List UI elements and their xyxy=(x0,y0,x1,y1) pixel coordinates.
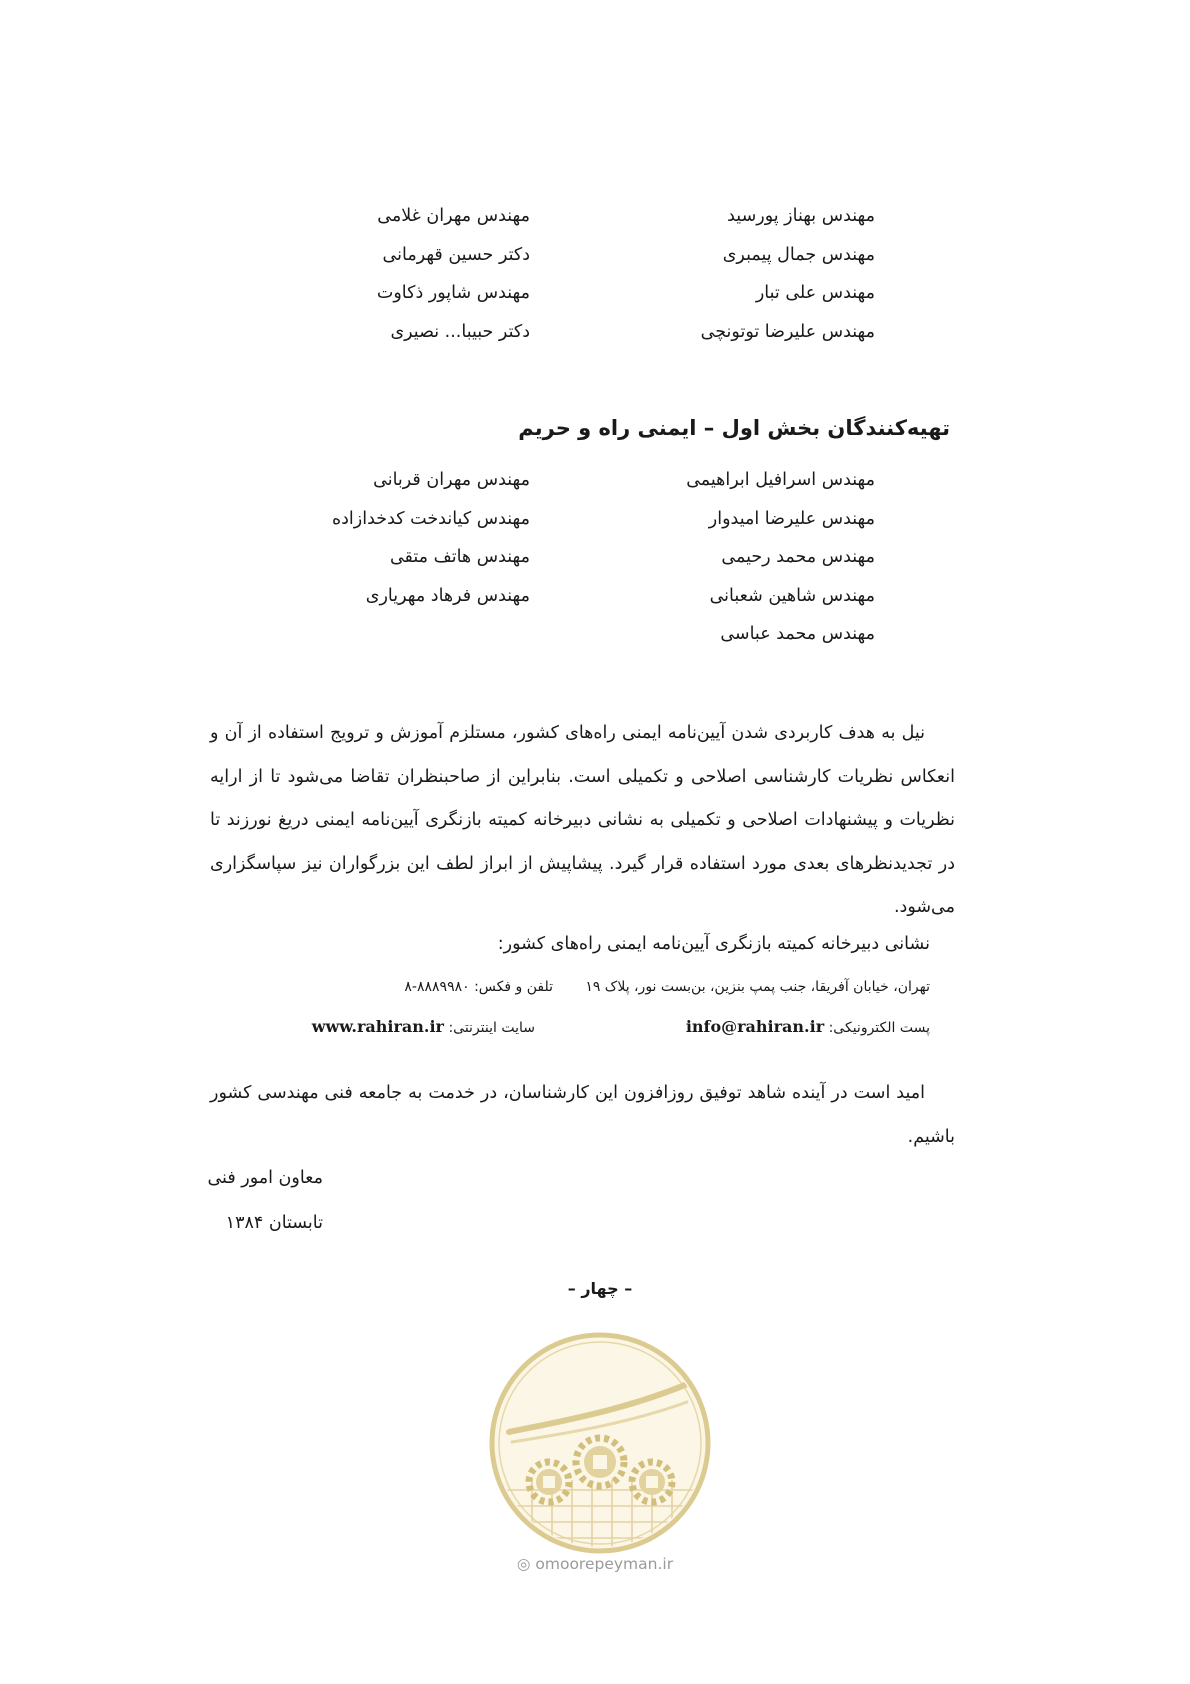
page-number: – چهار – xyxy=(567,1279,633,1298)
reviewer-name: مهندس مهران غلامی xyxy=(377,206,530,226)
intro-paragraph xyxy=(210,712,955,930)
website-line xyxy=(312,1017,535,1036)
preparers-left-column xyxy=(332,461,530,615)
reviewer-name: مهندس علی تبار xyxy=(755,283,875,303)
email-value: info@rahiran.ir xyxy=(685,1017,825,1036)
watermark-site xyxy=(0,1555,1190,1573)
reviewer-name: مهندس شاپور ذکاوت xyxy=(376,283,530,303)
signature-title: معاون امور فنی xyxy=(207,1168,323,1188)
preparer-name: مهندس هاتف متقی xyxy=(389,547,530,567)
signature-date: تابستان ۱۳۸۴ xyxy=(225,1213,323,1233)
preparer-name: مهندس کیاندخت کدخدازاده xyxy=(331,508,530,529)
preparer-name: مهندس فرهاد مهریاری xyxy=(365,585,530,606)
preparer-name: مهندس مهران قربانی xyxy=(373,470,530,490)
website-value: www.rahiran.ir xyxy=(311,1017,444,1036)
preparers-right-column xyxy=(686,461,875,654)
watermark-logo xyxy=(487,1330,713,1556)
reviewer-name: مهندس جمال پیمبری xyxy=(722,244,875,265)
site-icon: ◎ xyxy=(516,1555,531,1573)
preparer-name: مهندس علیرضا امیدوار xyxy=(708,508,875,529)
email-line xyxy=(686,1017,930,1036)
phone-value: ۸۸۸۹۹۸۰-۸ xyxy=(404,979,470,995)
phone-label: تلفن و فکس: xyxy=(474,979,553,995)
website-label: سایت اینترنتی: xyxy=(448,1020,535,1036)
address-street: تهران، خیابان آفریقا، جنب پمپ بنزین، بن‌بست نور، پلاک ۱۹ xyxy=(585,979,930,995)
preparer-name: مهندس اسرافیل ابراهیمی xyxy=(686,470,875,490)
reviewer-name: مهندس علیرضا توتونچی xyxy=(700,321,875,342)
preparer-name: مهندس محمد رحیمی xyxy=(721,547,875,567)
reviewers-left-column xyxy=(377,197,530,351)
reviewers-right-column xyxy=(701,197,875,351)
email-label: پست الکترونیکی: xyxy=(828,1020,930,1036)
watermark-site-text: omoorepeyman.ir xyxy=(535,1555,674,1573)
reviewer-name: دکتر حسین قهرمانی xyxy=(382,244,530,265)
reviewer-name: مهندس بهناز پورسید xyxy=(727,206,875,226)
address-title: نشانی دبیرخانه کمیته بازنگری آیین‌نامه ایمنی راه‌های کشور: xyxy=(497,934,930,954)
preparer-name: مهندس محمد عباسی xyxy=(720,624,875,644)
preparer-name: مهندس شاهین شعبانی xyxy=(709,585,875,606)
closing-paragraph xyxy=(210,1072,955,1159)
section-heading: تهیه‌کنندگان بخش اول – ایمنی راه و حریم xyxy=(518,416,950,440)
intro-paragraph-text: نیل به هدف کاربردی شدن آیین‌نامه ایمنی راه‌های کشور، مستلزم آموزش و ترویج استفاده از آن و انعکاس نظریات کارشناسی اصلاحی و تکمیلی است. بنابراین از صاحبنظران تقاضا می‌شود تا از ارایه نظریات و پیشنهادات اصلاحی و تکمیلی به نشانی دبیرخانه کمیته بازنگری آیین‌نامه ایمنی دریغ نورزند تا در تجدیدنظرهای بعدی مورد استفاده قرار گیرد. پیشاپیش از ابراز لطف این بزرگواران نیز سپاسگزاری می‌شود. xyxy=(210,723,955,917)
closing-paragraph-text: امید است در آینده شاهد توفیق روزافزون این کارشناسان، در خدمت به جامعه فنی مهندسی کشور باشیم. xyxy=(210,1083,955,1147)
phone-line xyxy=(404,979,553,995)
reviewer-name: دکتر حبیبا... نصیری xyxy=(390,321,530,342)
